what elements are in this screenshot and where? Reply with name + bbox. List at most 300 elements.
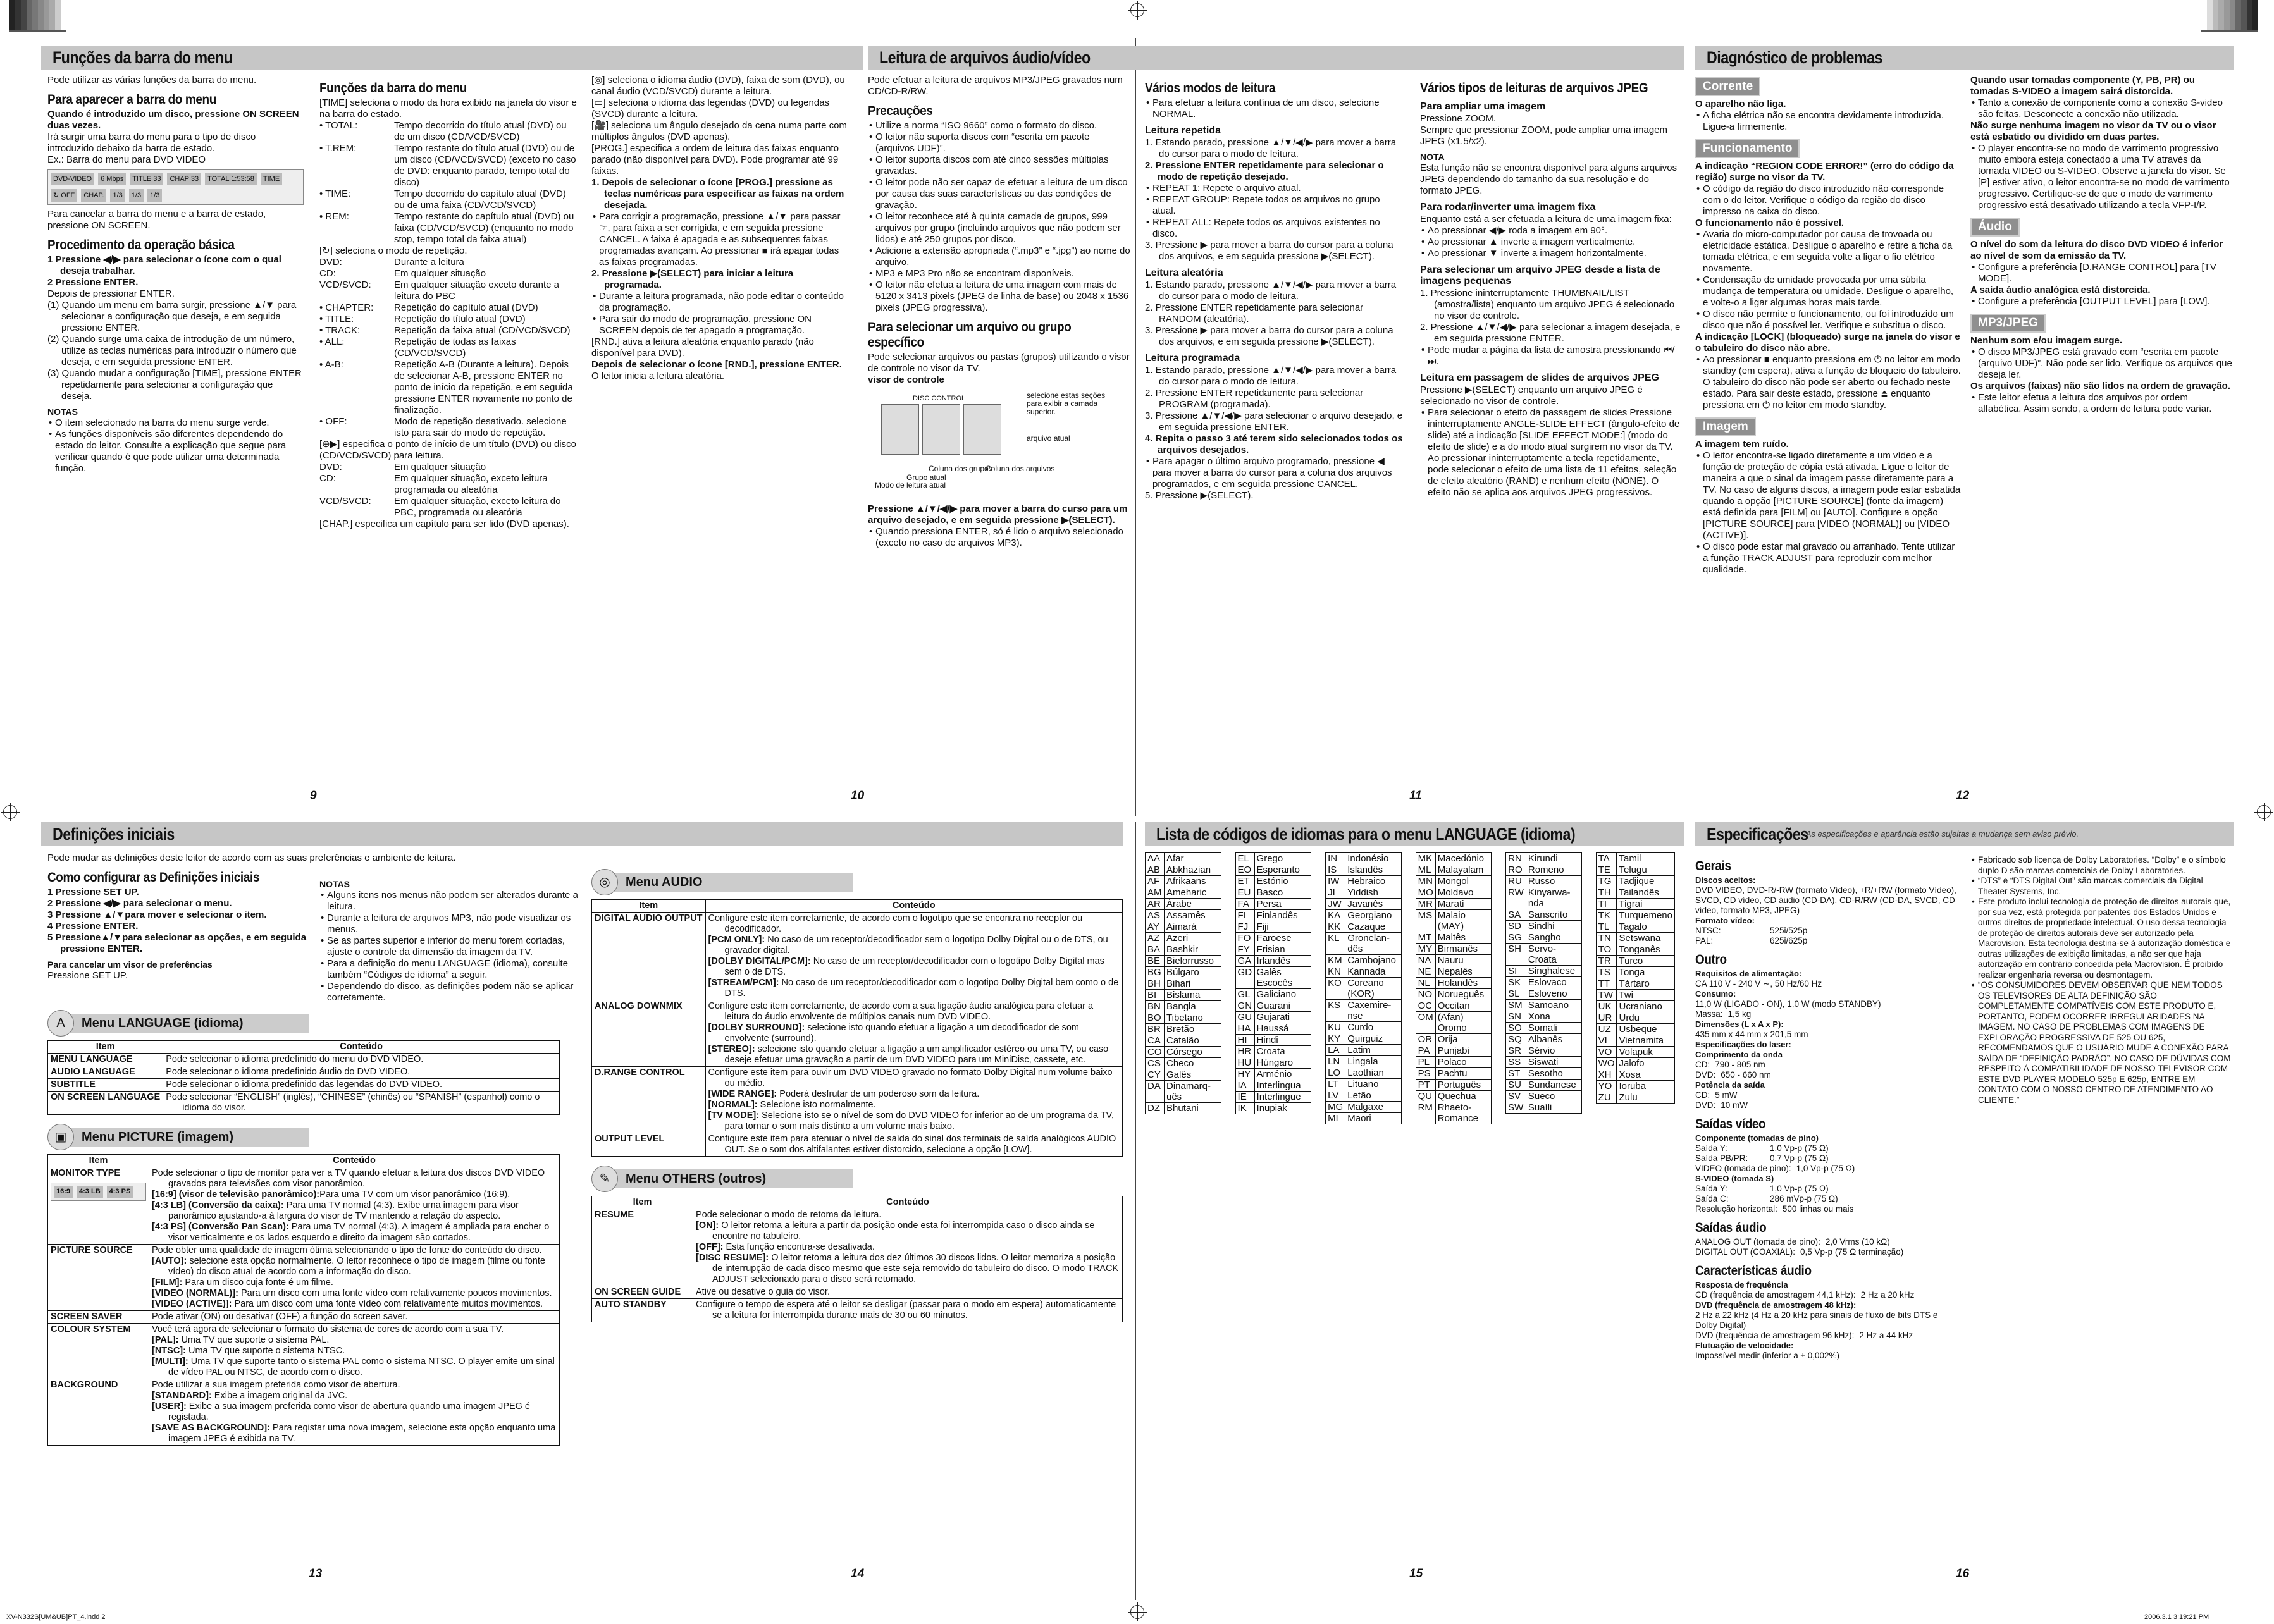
page-number: 13 (309, 1567, 323, 1580)
row-label: PAL: (1695, 936, 1714, 945)
description-line (696, 1221, 1120, 1242)
description-line (708, 1100, 1120, 1110)
diagram-panel (881, 404, 919, 455)
language-code: RM (1416, 1102, 1435, 1124)
numbered-step: 2. Pressione ENTER repetidamente para selecionar PROGRAM (programada). (1145, 388, 1364, 410)
language-name: Birmanês (1435, 944, 1491, 955)
spec-row (1695, 1164, 1961, 1174)
language-name: Lingala (1345, 1056, 1401, 1067)
language-row (1235, 1046, 1311, 1057)
row-label: • T.REM: (319, 143, 357, 154)
row-value: 525i/525p (1770, 926, 1808, 935)
table-row (592, 1209, 1123, 1286)
language-name: Aimará (1165, 921, 1221, 933)
spec-row (319, 336, 579, 359)
option-text: Pode selecionar o idioma predefinido do menu do DVD VIDEO. (166, 1054, 424, 1064)
color-registration-bar (2201, 0, 2258, 32)
language-code: GL (1235, 989, 1254, 1000)
bullet-item: • Condensação de umidade provocada por uma súbita mudança de temperatura ou umidade. Desligue o aparelho, e volte-o a ligar algumas horas mais tarde. (1695, 274, 1961, 309)
language-code: RN (1506, 853, 1526, 864)
row-label: • ALL: (319, 336, 345, 347)
language-code: AR (1146, 899, 1165, 910)
column-menu-bar-intro (47, 75, 304, 474)
language-row (1326, 978, 1402, 1000)
bullet-item: • O disco pode estar mal gravado ou arranhado. Tente utilizar a função TRACK ADJUST para reproduzir com melhor qualidade. (1695, 541, 1961, 575)
bullet-item: • Para corrigir a programação, pressione ▲/▼ para passar ☞, para faixa a ser corrigida, e em seguida pressione CANCEL. A faixa é apagada e as subsequentes faixas programadas avançam. Ao pressionar ■ irá apagar todas as faixas programadas. (591, 211, 851, 268)
option-key: [TV MODE]: (708, 1110, 760, 1121)
setting-name-text: COLOUR SYSTEM (51, 1324, 131, 1334)
language-name: Letão (1345, 1090, 1401, 1102)
language-row (1146, 853, 1221, 864)
table-row (48, 1079, 560, 1092)
category-label: Funcionamento (1695, 139, 1800, 158)
language-row (1326, 1102, 1402, 1113)
notes-label: NOTAS (47, 407, 78, 417)
option-text: Configure o tempo de espera até o leitor se desligar (passar para o modo em espera) automaticamente se a leitura for interrompida durante mais de 30 ou 60 minutos. (696, 1300, 1116, 1320)
language-code: TA (1596, 853, 1617, 864)
language-code: MI (1326, 1113, 1345, 1124)
language-row (1506, 988, 1582, 1000)
menu-bar-item: DVD-VIDEO (51, 173, 94, 185)
setting-name (592, 913, 706, 1000)
language-code: AF (1146, 876, 1165, 887)
column-jpeg (1420, 75, 1683, 498)
setting-name (48, 1092, 163, 1115)
language-name: Eslovaco (1526, 977, 1581, 988)
bullet-item: • Pode mudar a página da lista de amostra pressionando ⏮/⏭. (1420, 345, 1683, 367)
language-code: LV (1326, 1090, 1345, 1102)
language-code: UZ (1596, 1024, 1617, 1035)
language-code: BA (1146, 944, 1165, 956)
language-code: BI (1146, 990, 1165, 1001)
table-row (592, 1286, 1123, 1299)
setting-name-text: ON SCREEN LANGUAGE (51, 1092, 161, 1102)
description-line (152, 1391, 557, 1401)
language-row (1146, 1012, 1221, 1024)
option-key: [SAVE AS BACKGROUND]: (152, 1423, 270, 1433)
language-name: Holandês (1435, 978, 1491, 989)
option-text: Ative ou desative o guia do visor. (696, 1287, 830, 1297)
spec-row (319, 462, 579, 473)
paragraph: DVD VIDEO, DVD-R/-RW (formato Vídeo), +R/+RW (formato Vídeo), SVCD, CD vídeo, CD áudio (CD-DA), CD-R/RW (CD-DA, SVCD, CD vídeo, formato MP3, JPEG) (1695, 885, 1956, 915)
bullet-item: • “DTS” e “DTS Digital Out” são marcas comerciais da Digital Theater Systems, Inc. (1970, 876, 2233, 897)
aspect-label: 4:3 PS (107, 1186, 133, 1198)
language-row (1326, 955, 1402, 966)
numbered-step: 1. Estando parado, pressione ▲/▼/◀/▶ para mover a barra do cursor para o modo de leitura. (1145, 365, 1397, 387)
language-code: RU (1506, 876, 1526, 887)
language-name: Bihari (1165, 978, 1221, 990)
row-label: • TRACK: (319, 325, 361, 336)
language-code: TG (1596, 876, 1617, 887)
row-value: 1,0 Vp-p (75 Ω) (1770, 1184, 1829, 1193)
menu-bar-item: TITLE 33 (130, 173, 163, 185)
bullet-item: • O item selecionado na barra do menu surge verde. (47, 417, 304, 429)
subheading: Outro (1695, 952, 1727, 967)
paragraph: Irá surgir uma barra do menu para o tipo de disco introduzido debaixo da barra de estado. (47, 132, 256, 154)
option-text: Pode selecionar o tipo de monitor para ver a TV quando efetuar a leitura dos discos DVD VIDEO gravados para televisões com visor panorâmico. (152, 1168, 545, 1189)
row-label: CD: (319, 268, 336, 279)
option-text: Esta função encontra-se desativada. (723, 1242, 875, 1252)
language-name: Indonésio (1345, 853, 1401, 864)
language-row (1506, 1068, 1582, 1080)
bullet-item: • Tanto a conexão de componente como a conexão S-video são feitas. Desconecte a conexão não utilizada. (1970, 97, 2233, 120)
language-code: NO (1416, 989, 1435, 1000)
paragraph: Impossível medir (inferior a ± 0,002%) (1695, 1351, 1839, 1360)
language-code: KK (1326, 921, 1345, 933)
language-code: IE (1235, 1092, 1254, 1103)
row-value: 2 Hz a 20 kHz (1860, 1290, 1915, 1300)
description-line (152, 1277, 557, 1288)
language-name: Usbeque (1617, 1024, 1675, 1035)
diagram-title: DISC CONTROL (913, 395, 966, 402)
option-text: Para registar uma nova imagem, selecione esta opção enquanto uma imagem JPEG é exibida na TV. (168, 1423, 556, 1444)
paragraph: [◎] seleciona o idioma áudio (DVD), faixa de som (DVD), ou canal áudio (VCD/SVCD) durante a leitura. (591, 75, 845, 97)
option-text: Configure este item para atenuar o nível de saída do sinal dos terminais de saída analógicos AUDIO OUT. Se o som dos altifalantes estiver distorcido, selecione a opção [LOW]. (708, 1134, 1116, 1155)
language-name: Bretão (1165, 1024, 1221, 1035)
language-code: PL (1416, 1057, 1435, 1068)
language-code: HR (1235, 1046, 1254, 1057)
bullet-item: • O disco MP3/JPEG está gravado com “escrita em pacote (arquivo UDF)”. Não pode ser lido. Verifique os arquivos que deseja ler. (1970, 347, 2233, 381)
setting-description (693, 1209, 1123, 1286)
language-row (1146, 933, 1221, 944)
language-code: MG (1326, 1102, 1345, 1113)
option-key: [STREAM/PCM]: (708, 978, 779, 988)
language-name: Quechua (1435, 1091, 1491, 1102)
language-row (1416, 1068, 1492, 1080)
language-code: ET (1235, 876, 1254, 887)
language-code: QU (1416, 1091, 1435, 1102)
description-line (152, 1401, 557, 1423)
spec-row (319, 359, 579, 416)
numbered-step: 3. Pressione ▶ para mover a barra do cursor para a coluna dos arquivos, e em seguida pressione ▶(SELECT). (1145, 325, 1393, 347)
setting-name-text: ANALOG DOWNMIX (595, 1001, 683, 1011)
setting-name-text: MONITOR TYPE (51, 1168, 121, 1178)
language-name: Persa (1254, 899, 1311, 910)
option-key: [PCM ONLY]: (708, 935, 765, 945)
description-line (708, 1001, 1120, 1023)
bold-text: Os arquivos (faixas) não são lidos na ordem de gravação. (1970, 381, 2230, 391)
table-row (48, 1324, 560, 1379)
language-row (1146, 978, 1221, 990)
language-name: Caxemire-nse (1345, 1000, 1401, 1022)
language-code: EL (1235, 853, 1254, 864)
option-key: [ON]: (696, 1221, 719, 1231)
language-name: Kannada (1345, 966, 1401, 978)
row-value: 2,0 Vrms (10 kΩ) (1825, 1237, 1890, 1246)
category-label: Corrente (1695, 77, 1760, 96)
language-name: Tártaro (1617, 978, 1675, 990)
spec-label: DVD (frequência de amostragem 48 kHz): (1695, 1300, 1857, 1310)
bullet-item: • Dependendo do disco, as definições podem não se aplicar corretamente. (319, 981, 579, 1004)
menu-icon: ◎ (591, 869, 618, 895)
table-row (592, 1133, 1123, 1157)
spec-row (319, 325, 579, 336)
step: 1. Depois de selecionar o ícone [PROG.] pressione as teclas numéricas para especificar as faixas na ordem desejada. (591, 177, 844, 211)
menu-bar-item: CHAP. (81, 189, 106, 202)
language-row (1326, 864, 1402, 876)
description-line (708, 1110, 1120, 1132)
option-text: Uma TV que suporte o sistema NTSC. (185, 1346, 345, 1356)
setting-description (163, 1066, 560, 1079)
footer-filename: XV-N332S[UM&UB]PT_4.indd 2 (6, 1613, 106, 1621)
language-code: CO (1146, 1047, 1165, 1058)
description-line (708, 1044, 1120, 1066)
language-code: SN (1506, 1011, 1526, 1023)
language-row (1596, 910, 1674, 921)
row-label: DVD: (319, 462, 342, 472)
language-code: KM (1326, 955, 1345, 966)
bold-text: Não surge nenhuma imagem no visor da TV ou o visor está esbatido ou dividido em duas partes. (1970, 120, 2216, 142)
row-value: 2 Hz a 44 kHz (1859, 1331, 1913, 1340)
bold-text: Quando usar tomadas componente (Y, PB, PR) ou tomadas S-VIDEO a imagem sairá distorcida. (1970, 75, 2196, 97)
option-text: O leitor retoma a leitura a partir da posição onde esta foi interrompida caso o disco ainda se encontre no tabuleiro. (712, 1221, 1095, 1241)
specifications-column-1 (1695, 852, 1961, 1361)
diagram-label: Coluna dos arquivos (986, 464, 1055, 473)
table-row (48, 1245, 560, 1311)
language-row (1416, 932, 1492, 944)
language-row (1146, 1058, 1221, 1069)
setting-description (693, 1286, 1123, 1299)
language-code: UR (1596, 1012, 1617, 1024)
bullet-item: • O leitor não efetua a leitura de uma imagem com mais de 5120 x 3413 pixels (JPEG de linha de base) ou 2048 x 1536 pixels (JPEG progressiva). (868, 280, 1130, 314)
spec-row (1695, 1090, 1961, 1100)
language-code: BN (1146, 1001, 1165, 1012)
row-value: 5 mW (1715, 1090, 1738, 1100)
language-code: ML (1416, 864, 1435, 876)
paragraph: Esta função não se encontra disponível para alguns arquivos JPEG dependendo do tamanho da sua resolução e do formato JPEG. (1420, 163, 1678, 196)
language-row (1506, 1034, 1582, 1045)
language-code: HU (1235, 1057, 1254, 1069)
language-name: Nepalês (1435, 966, 1491, 978)
bullet-item: • Este produto inclui tecnologia de proteção de direitos autorais que, por sua vez, está protegida por patentes dos Estados Unidos e outros direitos de propriedade intelectual. O uso dessa tecnologia de proteção de direitos autorais deve ser autorizado pela Macrovision. Esta tecnologia destina-se à autorização doméstica e outras utilizações de exibição limitadas, a não ser que haja autorização em contrário concedida pela Macrovision. É proibido realizar engenharia reversa ou desmontagem. (1970, 897, 2233, 980)
column-header: Conteúdo (163, 1041, 560, 1054)
language-code: ST (1506, 1068, 1526, 1080)
language-row (1146, 956, 1221, 967)
bullet-item: • Ao pressionar ◀/▶ roda a imagem em 90°. (1420, 225, 1683, 237)
option-text: Para uma TV normal (4:3). Exibe uma imagem para visor panorâmico ajustando-a à largura do visor de TV mantendo a relação do aspecto. (168, 1200, 519, 1221)
description-line (152, 1299, 557, 1310)
language-row (1506, 853, 1582, 864)
numbered-step: (3) Quando mudar a configuração [TIME], pressione ENTER repetidamente para selecionar a configuração que deseja. (47, 368, 302, 402)
paragraph: 435 mm x 44 mm x 201,5 mm (1695, 1030, 1808, 1039)
bold-text: O nível do som da leitura do disco DVD VIDEO é inferior ao nível de som da emissão da TV. (1970, 239, 2223, 261)
spec-row (1695, 1290, 1961, 1300)
spec-label: Comprimento da onda (1695, 1050, 1783, 1059)
language-code: FA (1235, 899, 1254, 910)
paragraph: Pode mudar as definições deste leitor de acordo com as suas preferências e ambiente de leitura. (47, 852, 456, 863)
language-name: Lituano (1345, 1079, 1401, 1090)
language-row (1326, 1045, 1402, 1056)
notes-label: Para cancelar um visor de preferências (47, 959, 213, 969)
minor-heading: Leitura repetida (1145, 125, 1221, 136)
section-title: Definições iniciais (53, 825, 175, 844)
numbered-step: 2. Pressione ▲/▼/◀/▶ para selecionar a imagem desejada, e em seguida pressione ENTER. (1420, 322, 1681, 344)
language-code: VI (1596, 1035, 1617, 1047)
step: 1 Pressione ◀/▶ para selecionar o ícone com o qual deseja trabalhar. (47, 254, 281, 276)
option-key: [AUTO]: (152, 1256, 187, 1266)
option-text: Selecione isto normalmente. (757, 1100, 876, 1110)
language-row (1416, 1080, 1492, 1091)
row-label: CD: (1695, 1060, 1710, 1069)
color-registration-bar (9, 0, 66, 32)
language-name: Nauru (1435, 955, 1491, 966)
bullet-item: • O leitor suporta discos com até cinco sessões múltiplas gravadas. (868, 154, 1130, 177)
language-row (1235, 967, 1311, 989)
row-label: Saída PB/PR: (1695, 1153, 1748, 1163)
language-code: KL (1326, 933, 1345, 955)
spec-row (319, 314, 579, 325)
row-label: Saída Y: (1695, 1143, 1727, 1153)
setting-name-text: DIGITAL AUDIO OUTPUT (595, 913, 703, 923)
menu-section-header (47, 1124, 560, 1150)
option-key: [4:3 PS] (Conversão Pan Scan): (152, 1222, 289, 1232)
language-row (1235, 910, 1311, 921)
language-row (1326, 853, 1402, 864)
bullet-item: • Alguns itens nos menus não podem ser alterados durante a leitura. (319, 890, 579, 913)
table-row (48, 1092, 560, 1115)
spec-row (1695, 1153, 1961, 1164)
setting-name (48, 1245, 149, 1311)
spec-row (1695, 1247, 1961, 1257)
language-code: JI (1326, 887, 1345, 899)
numbered-step: 1. Estando parado, pressione ▲/▼/◀/▶ para mover a barra do cursor para o modo de leitura. (1145, 137, 1397, 159)
language-code: KS (1326, 1000, 1345, 1022)
language-name: Setswana (1617, 933, 1675, 944)
language-name: Malayalam (1435, 864, 1491, 876)
language-code: SU (1506, 1080, 1526, 1091)
menu-title: Menu AUDIO (613, 873, 853, 892)
language-name: Frisian (1254, 944, 1311, 956)
language-code: CA (1146, 1035, 1165, 1047)
setting-name-text: BACKGROUND (51, 1380, 118, 1390)
language-name: Marati (1435, 899, 1491, 910)
diagram-panel (922, 404, 960, 455)
column-header: Item (48, 1041, 163, 1054)
language-name: Basco (1254, 887, 1311, 899)
language-code: AS (1146, 910, 1165, 921)
row-value: Tempo restante do capítulo atual (DVD) ou faixa (CD/VCD/SVCD) (enquanto no modo stop, tempo total da faixa atual) (394, 211, 574, 245)
numbered-step: (1) Quando um menu em barra surgir, pressione ▲/▼ para selecionar a configuração que deseja, e em seguida pressione ENTER. (47, 300, 297, 333)
spec-row (1695, 1237, 1961, 1247)
bold-text: O funcionamento não é possível. (1695, 218, 1845, 228)
option-text: Para um disco com uma fonte vídeo com relativamente muitos movimentos. (232, 1299, 543, 1309)
setting-name (48, 1379, 149, 1446)
language-code-table (1325, 852, 1402, 1124)
language-row (1596, 887, 1674, 899)
notes-label: NOTAS (319, 879, 350, 889)
language-row (1506, 977, 1582, 988)
subheading: Como configurar as Definições iniciais (47, 870, 260, 885)
paragraph: 11,0 W (LIGADO - ON), 1,0 W (modo STANDBY) (1695, 999, 1881, 1009)
option-key: [USER]: (152, 1401, 187, 1412)
setting-name-text: OUTPUT LEVEL (595, 1134, 665, 1144)
language-code: YO (1596, 1081, 1617, 1092)
step: 2. Pressione ▶(SELECT) para iniciar a leitura programada. (591, 268, 794, 290)
language-row (1235, 933, 1311, 944)
language-name: Ucraniano (1617, 1001, 1675, 1012)
language-code: AY (1146, 921, 1165, 933)
option-key: [DOLBY SURROUND]: (708, 1023, 805, 1033)
section-header-lista (1145, 822, 1684, 846)
language-code: SV (1506, 1091, 1526, 1102)
row-label: NTSC: (1695, 926, 1721, 935)
language-code: SA (1506, 909, 1526, 921)
language-code: DA (1146, 1081, 1165, 1103)
option-key: [NORMAL]: (708, 1100, 758, 1110)
spec-row (1695, 1070, 1961, 1080)
spec-row (319, 188, 579, 211)
section-title: Especificações (1707, 825, 1808, 844)
table-row (48, 1167, 560, 1245)
language-name: Laothian (1345, 1067, 1401, 1079)
bullet-item: • “OS CONSUMIDORES DEVEM OBSERVAR QUE NEM TODOS OS TELEVISORES DE ALTA DEFINIÇÃO SÃO COMPLETAMENTE COMPATÍVEIS COM ESTE PRODUTO E, PORTANTO, PODEM OCORRER IRREGULARIDADES NA IMAGEM. NO CASO DE PROBLEMAS COM IMAGENS DE EXPLORAÇÃO PROGRESSIVA DE 525 OU 625, RECOMENDAMOS QUE O USUÁRIO MUDE A CONEXÃO PARA SAÍDA DE “DEFINIÇÃO PADRÃO”. NO CASO DE DÚVIDAS COM RESPEITO À COMPATIBILIDADE DE NOSSO TELEVISOR COM ESTE DVD PLAYER MODELO 525p E 625p, ENTRE EM CONTATO COM O NOSSO CENTRO DE ATENDIMENTO AO CLIENTE.” (1970, 980, 2233, 1105)
subheading: Precauções (868, 104, 933, 118)
table-row (592, 913, 1123, 1000)
subheading: Procedimento da operação básica (47, 238, 235, 252)
section-title: Lista de códigos de idiomas para o menu LANGUAGE (idioma) (1156, 825, 1576, 844)
language-code: MN (1416, 876, 1435, 887)
bullet-item: • Utilize a norma “ISO 9660” como o formato do disco. (868, 120, 1130, 132)
description-line (696, 1242, 1120, 1253)
language-row (1326, 1113, 1402, 1124)
row-label: DIGITAL OUT (COAXIAL): (1695, 1247, 1796, 1257)
spec-label: Especificações do laser: (1695, 1040, 1791, 1049)
language-row (1596, 978, 1674, 990)
language-code: FI (1235, 910, 1254, 921)
row-label: • A-B: (319, 359, 343, 370)
option-key: [PAL]: (152, 1335, 179, 1345)
language-name: Faroese (1254, 933, 1311, 944)
setting-description (149, 1324, 560, 1379)
language-row (1235, 1080, 1311, 1092)
picture-language-menus (47, 1002, 560, 1455)
row-label: CD (frequência de amostragem 44,1 kHz): (1695, 1290, 1856, 1300)
language-row (1235, 864, 1311, 876)
language-row (1506, 887, 1582, 909)
setting-name (592, 1133, 706, 1157)
page-number: 11 (1409, 789, 1422, 803)
language-name: Singhalese (1526, 966, 1581, 977)
bold-text: A indicação [LOCK] (bloqueado) surge na janela do visor e o tabuleiro do disco não abre. (1695, 331, 1960, 354)
language-name: Ameharic (1165, 887, 1221, 899)
language-name: Irlandês (1254, 956, 1311, 967)
language-code: GD (1235, 967, 1254, 989)
menu-bar-item: 1/3 (129, 189, 144, 202)
disc-control-diagram (868, 390, 1130, 489)
paragraph: O leitor inicia a leitura aleatória. (591, 371, 725, 381)
option-key: [MULTI]: (152, 1356, 188, 1367)
paragraph: [RND.] ativa a leitura aleatória enquanto parado (não disponível para DVD). (591, 336, 814, 359)
language-row (1235, 956, 1311, 967)
language-row (1326, 910, 1402, 921)
language-row (1235, 1000, 1311, 1012)
language-name: Fiji (1254, 921, 1311, 933)
language-name: Azeri (1165, 933, 1221, 944)
bullet-item: • Quando pressiona ENTER, só é lido o arquivo selecionado (exceto no caso de arquivos MP3). (868, 526, 1130, 549)
bullet-item: • O leitor reconhece até à quinta camada de grupos, 999 arquivos por grupo (incluindo arquivos que não podem ser lidos) e até 250 grupos por disco. (868, 211, 1130, 245)
language-row (1146, 921, 1221, 933)
language-name: Occitan (1435, 1000, 1491, 1012)
language-name: Sanscrito (1526, 909, 1581, 921)
language-name: Sérvio (1526, 1045, 1581, 1057)
option-text: No caso de um receptor/decodificador sem o logotipo Dolby Digital ou o de DTS, ou gravador digital. (724, 935, 1108, 956)
language-row (1416, 1057, 1492, 1068)
bullet-item: • Avaria do micro-computador por causa de trovoada ou eletricidade estática. Desligue o aparelho e retire a ficha da tomada elétrica, e em seguida volte a ligar o fio elétrico novamente. (1695, 229, 1961, 274)
language-name: Macedónio (1435, 853, 1491, 864)
row-value: 1,0 Vp-p (75 Ω) (1796, 1164, 1855, 1173)
row-value: Repetição do capítulo atual (DVD) (394, 302, 538, 313)
option-key: [STEREO]: (708, 1044, 755, 1054)
